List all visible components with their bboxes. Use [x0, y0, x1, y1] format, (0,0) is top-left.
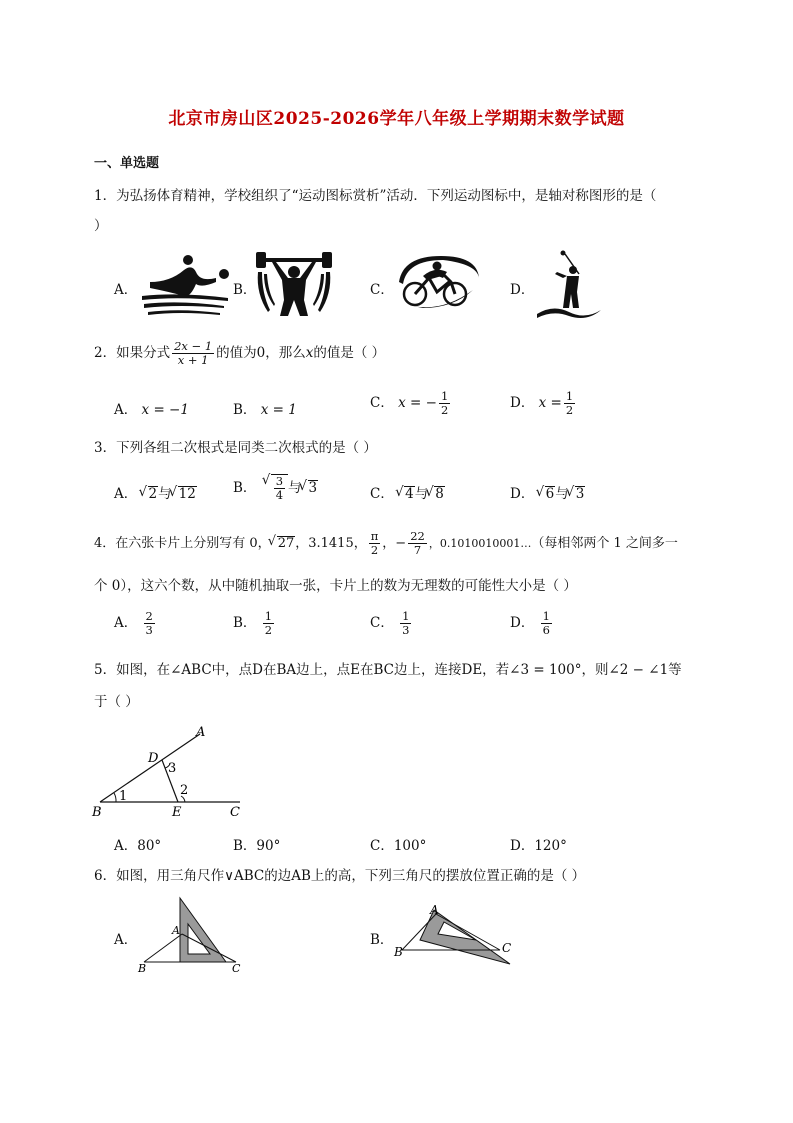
- q2-option-b-label: B．: [233, 402, 257, 418]
- q6a-label-b: B: [138, 962, 147, 975]
- q4-option-d: [510, 610, 554, 637]
- q4-sqrt: √ 27: [277, 536, 296, 551]
- q4-option-d-frac: [541, 610, 552, 637]
- q3-option-a-label: A．: [114, 486, 138, 502]
- q3-option-a-root1: √ 2: [148, 486, 159, 501]
- q2-option-c-label: C．: [370, 395, 394, 411]
- q4-option-b-label: B．: [233, 615, 257, 631]
- q3-option-d-root2: √ 3: [575, 486, 586, 501]
- q5-label-c: C: [230, 805, 240, 820]
- q4-pi-num: π: [370, 529, 379, 543]
- q3-option-b-label: B．: [233, 480, 257, 496]
- section-heading: 一、单选题: [94, 156, 160, 171]
- q4-frac-den: 7: [413, 543, 422, 557]
- question-3-text: 3．下列各组二次根式是同类二次根式的是（ ）: [94, 440, 377, 456]
- q4-option-a-frac: [144, 610, 155, 637]
- q3-option-a: [114, 482, 197, 502]
- q2-option-d: [510, 390, 577, 417]
- q3-option-d-root1: √ 6: [545, 486, 556, 501]
- q3-option-b: [233, 474, 318, 502]
- q6a-label-c: C: [232, 962, 241, 975]
- q2-fraction: [172, 340, 214, 367]
- q3-option-b-with: 与: [288, 480, 302, 496]
- q3-option-c-root1: √ 4: [404, 486, 415, 501]
- q4-option-c: [370, 610, 413, 637]
- q2-option-d-expr: x =: [538, 395, 562, 411]
- question-4-text: [94, 530, 678, 557]
- q4-option-d-label: D．: [510, 615, 535, 631]
- q4-pi-frac: [369, 530, 381, 557]
- q5-option-b: B．90°: [233, 838, 281, 854]
- q5-angle-1-arc: [114, 793, 116, 802]
- cyclist-icon: [393, 252, 483, 312]
- q1-option-c-label: C．: [370, 282, 394, 298]
- q3-option-c-root2: √ 8: [434, 486, 445, 501]
- q2-option-b: [233, 398, 297, 418]
- q6b-label-c: C: [502, 941, 512, 955]
- q2-option-d-frac: [564, 390, 575, 417]
- q2-option-d-den: 2: [565, 403, 574, 417]
- q2-option-c-expr: x = −: [398, 395, 437, 411]
- q2-suffix2: 的值是（ ）: [313, 345, 386, 361]
- q2-option-d-label: D．: [510, 395, 535, 411]
- q3-option-c-label: C．: [370, 486, 394, 502]
- question-4-line2: 个 0），这六个数，从中随机抽取一张，卡片上的数为无理数的可能性大小是（ ）: [94, 578, 577, 594]
- q4-option-d-num: 1: [542, 609, 550, 623]
- q4-option-a-label: A．: [114, 615, 138, 631]
- q3-option-c: [370, 482, 445, 502]
- q2-suffix: 的值为0，那么: [216, 345, 306, 361]
- q5-label-b: B: [92, 805, 102, 820]
- q3-option-a-root2: √ 12: [178, 486, 197, 501]
- q4-option-a-den: 3: [145, 623, 153, 637]
- q4-option-c-num: 1: [402, 609, 410, 623]
- question-5-line2: 于（ ）: [94, 694, 139, 710]
- question-1-text-cont: ）: [94, 218, 108, 234]
- q4-decimal: ，0.1010010001…: [428, 537, 532, 550]
- weightlifter-icon: [254, 250, 334, 318]
- q3-option-b-root2: √ 3: [308, 480, 319, 495]
- q6-option-b-figure: [392, 900, 522, 966]
- q5-label-e: E: [172, 805, 182, 820]
- volleyball-player-icon: [140, 252, 232, 316]
- q2-option-d-num: 1: [565, 389, 574, 403]
- q3-option-d: [510, 482, 585, 502]
- q3-option-d-with: 与: [555, 486, 569, 502]
- question-1-text: 1．为弘扬体育精神，学校组织了“运动图标赏析”活动．下列运动图标中，是轴对称图形的是（: [94, 188, 657, 204]
- q2-frac-den: x + 1: [177, 353, 209, 367]
- q4-frac-num: 22: [410, 529, 425, 543]
- q2-prefix: 2．如果分式: [94, 345, 171, 361]
- q4-option-b: [233, 610, 276, 637]
- q4-option-b-frac: [263, 610, 274, 637]
- q6b-label-a: A: [430, 903, 439, 917]
- q3-option-b-num: √ 3: [275, 474, 284, 488]
- q5-label-angle-1: 1: [119, 789, 128, 804]
- q5-label-angle-3: 3: [168, 761, 177, 776]
- q3-option-c-with: 与: [414, 486, 429, 502]
- q5-option-d: D．120°: [510, 838, 567, 854]
- q2-option-a: [114, 398, 189, 418]
- q5-option-a: A．80°: [114, 838, 162, 854]
- golfer-icon: [533, 248, 603, 322]
- q5-label-a: A: [196, 725, 206, 740]
- q3-option-b-root1: [271, 474, 288, 502]
- question-6-text: 6．如图，用三角尺作∨ABC的边AB上的高，下列三角尺的摆放位置正确的是（ ）: [94, 868, 586, 884]
- q5-label-angle-2: 2: [180, 783, 189, 798]
- q4-option-c-frac: [400, 610, 411, 637]
- q5-label-d: D: [148, 751, 159, 766]
- q6-option-a-label: A．: [114, 932, 138, 948]
- q4-option-a-num: 2: [145, 609, 153, 623]
- q4-option-b-num: 1: [264, 609, 273, 623]
- question-2-text: [94, 340, 385, 367]
- q4-pi-den: 2: [370, 543, 379, 557]
- q4-prefix: 4．在六张卡片上分别写有 0，: [94, 536, 271, 551]
- q4-option-a: [114, 610, 157, 637]
- q1-option-d-label: D．: [510, 282, 535, 298]
- q2-option-a-expr: x = −1: [141, 402, 189, 418]
- q4-sep: ，−: [382, 536, 407, 551]
- q6-option-b-label: B．: [370, 932, 394, 948]
- q2-var: x: [305, 345, 314, 361]
- q1-option-a-label: A．: [114, 282, 138, 298]
- page-title: 北京市房山区2025-2026学年八年级上学期期末数学试题: [168, 109, 625, 129]
- q4-option-c-label: C．: [370, 615, 394, 631]
- q6a-label-a: A: [172, 924, 180, 937]
- q6-option-a-figure: [136, 894, 256, 974]
- q4-suffix: （每相邻两个 1 之间多一: [531, 536, 678, 551]
- q4-option-c-den: 3: [402, 623, 410, 637]
- q2-option-c-frac: [439, 390, 450, 417]
- question-5-line1: 5．如图，在∠ABC中，点D在BA边上，点E在BC边上，连接DE，若∠3 = 100°，则∠2 − ∠1等: [94, 662, 682, 678]
- q4-frac: [408, 530, 427, 557]
- q6b-label-b: B: [394, 945, 403, 959]
- q2-option-b-expr: x = 1: [260, 402, 297, 418]
- q2-option-a-label: A．: [114, 402, 138, 418]
- q3-option-b-frac: [274, 475, 285, 502]
- q4-option-b-den: 2: [264, 623, 273, 637]
- q4-option-d-den: 6: [542, 623, 550, 637]
- q2-option-c-den: 2: [440, 403, 449, 417]
- q2-frac-num: 2x − 1: [174, 339, 213, 353]
- q5-option-c: C．100°: [370, 838, 427, 854]
- q2-option-c: [370, 390, 452, 417]
- q3-option-b-den: 4: [275, 488, 284, 502]
- q1-option-b-label: B．: [233, 282, 257, 298]
- q4-mid: ，3.1415，: [295, 536, 367, 551]
- q3-option-a-with: 与: [158, 486, 172, 502]
- q5-triangle-figure: [90, 722, 250, 822]
- q3-option-d-label: D．: [510, 486, 535, 502]
- q2-option-c-num: 1: [440, 389, 449, 403]
